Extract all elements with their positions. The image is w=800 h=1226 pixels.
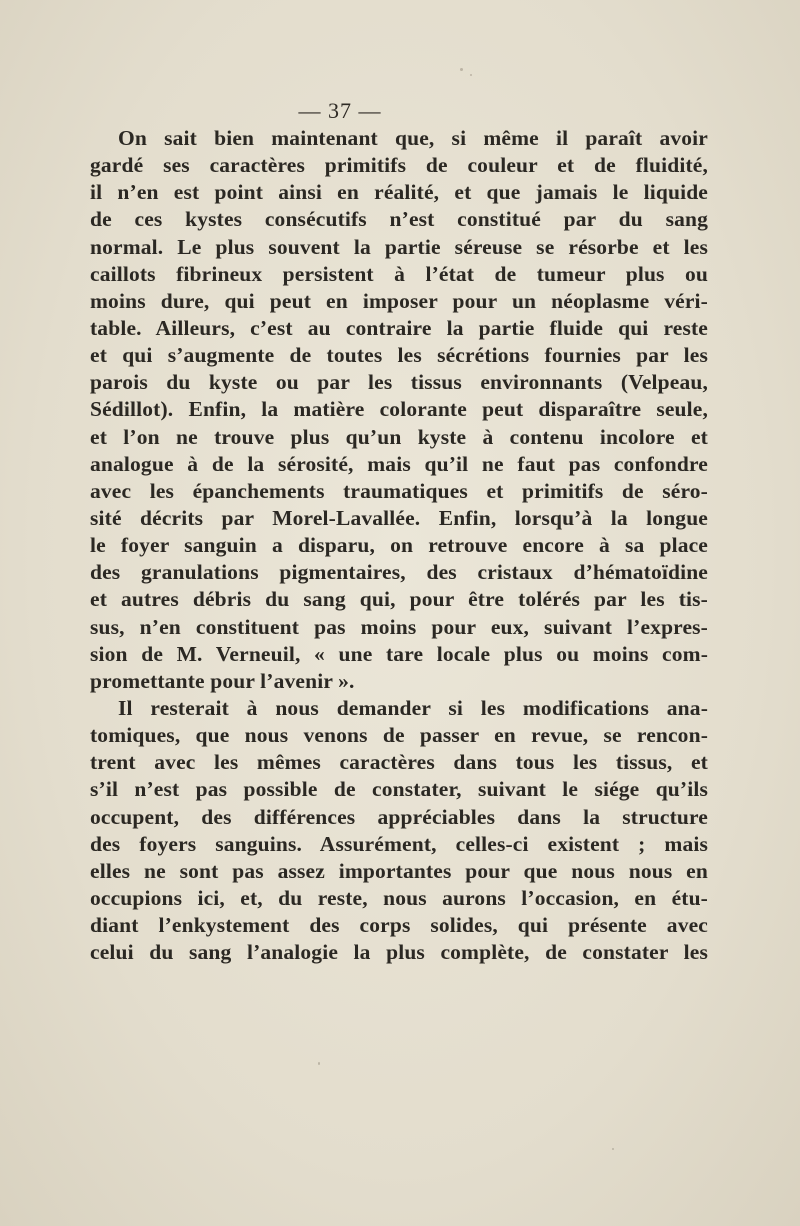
paper-speck (318, 1062, 320, 1065)
text-line: On sait bien maintenant que, si même il paraît avoir (118, 126, 708, 150)
text-line: il n’en est point ainsi en réalité, et que jamais le liquide (90, 180, 708, 205)
text-line: avec les épanchements traumatiques et primitifs de séro- (90, 478, 708, 503)
text-line: elles ne sont pas assez importantes pour que nous nous en (90, 858, 708, 883)
paper-speck (470, 74, 472, 76)
text-line: le foyer sanguin a disparu, on retrouve encore à sa place (90, 533, 708, 558)
paper-speck (460, 68, 463, 71)
text-line: diant l’enkystement des corps solides, qui présente avec (90, 913, 708, 938)
text-line: trent avec les mêmes caractères dans tous les tissus, et (90, 750, 708, 775)
text-line: et qui s’augmente de toutes les sécrétions fournies par les (90, 343, 708, 368)
text-line: table. Ailleurs, c’est au contraire la partie fluide qui reste (90, 315, 708, 340)
text-line: de ces kystes consécutifs n’est constitué par du sang (90, 207, 708, 232)
text-line: sus, n’en constituent pas moins pour eux, suivant l’expres- (90, 614, 708, 639)
text-line: et autres débris du sang qui, pour être tolérés par les tis- (90, 587, 708, 612)
paper-speck (612, 1148, 614, 1150)
text-line: occupions ici, et, du reste, nous aurons l’occasion, en étu- (90, 885, 708, 910)
text-line: tomiques, que nous venons de passer en revue, se rencon- (90, 723, 708, 748)
text-line: occupent, des différences appréciables dans la structure (90, 804, 708, 829)
text-line: sion de M. Verneuil, « une tare locale plus ou moins com- (90, 641, 708, 666)
text-line: moins dure, qui peut en imposer pour un néoplasme véri- (90, 288, 708, 313)
text-line: parois du kyste ou par les tissus environnants (Velpeau, (90, 370, 708, 395)
text-line: promettante pour l’avenir ». (90, 668, 355, 693)
text-line: Sédillot). Enfin, la matière colorante peut disparaître seule, (90, 397, 708, 422)
text-line: celui du sang l’analogie la plus complète, de constater les (90, 940, 708, 965)
text-line: caillots fibrineux persistent à l’état de tumeur plus ou (90, 261, 708, 286)
body-text (90, 125, 708, 966)
page-number: — 37 — (298, 98, 382, 123)
text-line: des granulations pigmentaires, des cristaux d’hématoïdine (90, 560, 708, 585)
text-line: analogue à de la sérosité, mais qu’il ne faut pas confondre (90, 451, 708, 476)
text-line: sité décrits par Morel-Lavallée. Enfin, lorsqu’à la longue (90, 505, 708, 530)
text-line: normal. Le plus souvent la partie séreuse se résorbe et les (90, 234, 708, 259)
text-line: et l’on ne trouve plus qu’un kyste à contenu incolore et (90, 424, 708, 449)
text-line: gardé ses caractères primitifs de couleur et de fluidité, (90, 153, 708, 178)
text-line: Il resterait à nous demander si les modifications ana- (118, 695, 708, 720)
text-line: des foyers sanguins. Assurément, celles-ci existent ; mais (90, 831, 708, 856)
text-line: s’il n’est pas possible de constater, suivant le siége qu’ils (90, 777, 708, 802)
